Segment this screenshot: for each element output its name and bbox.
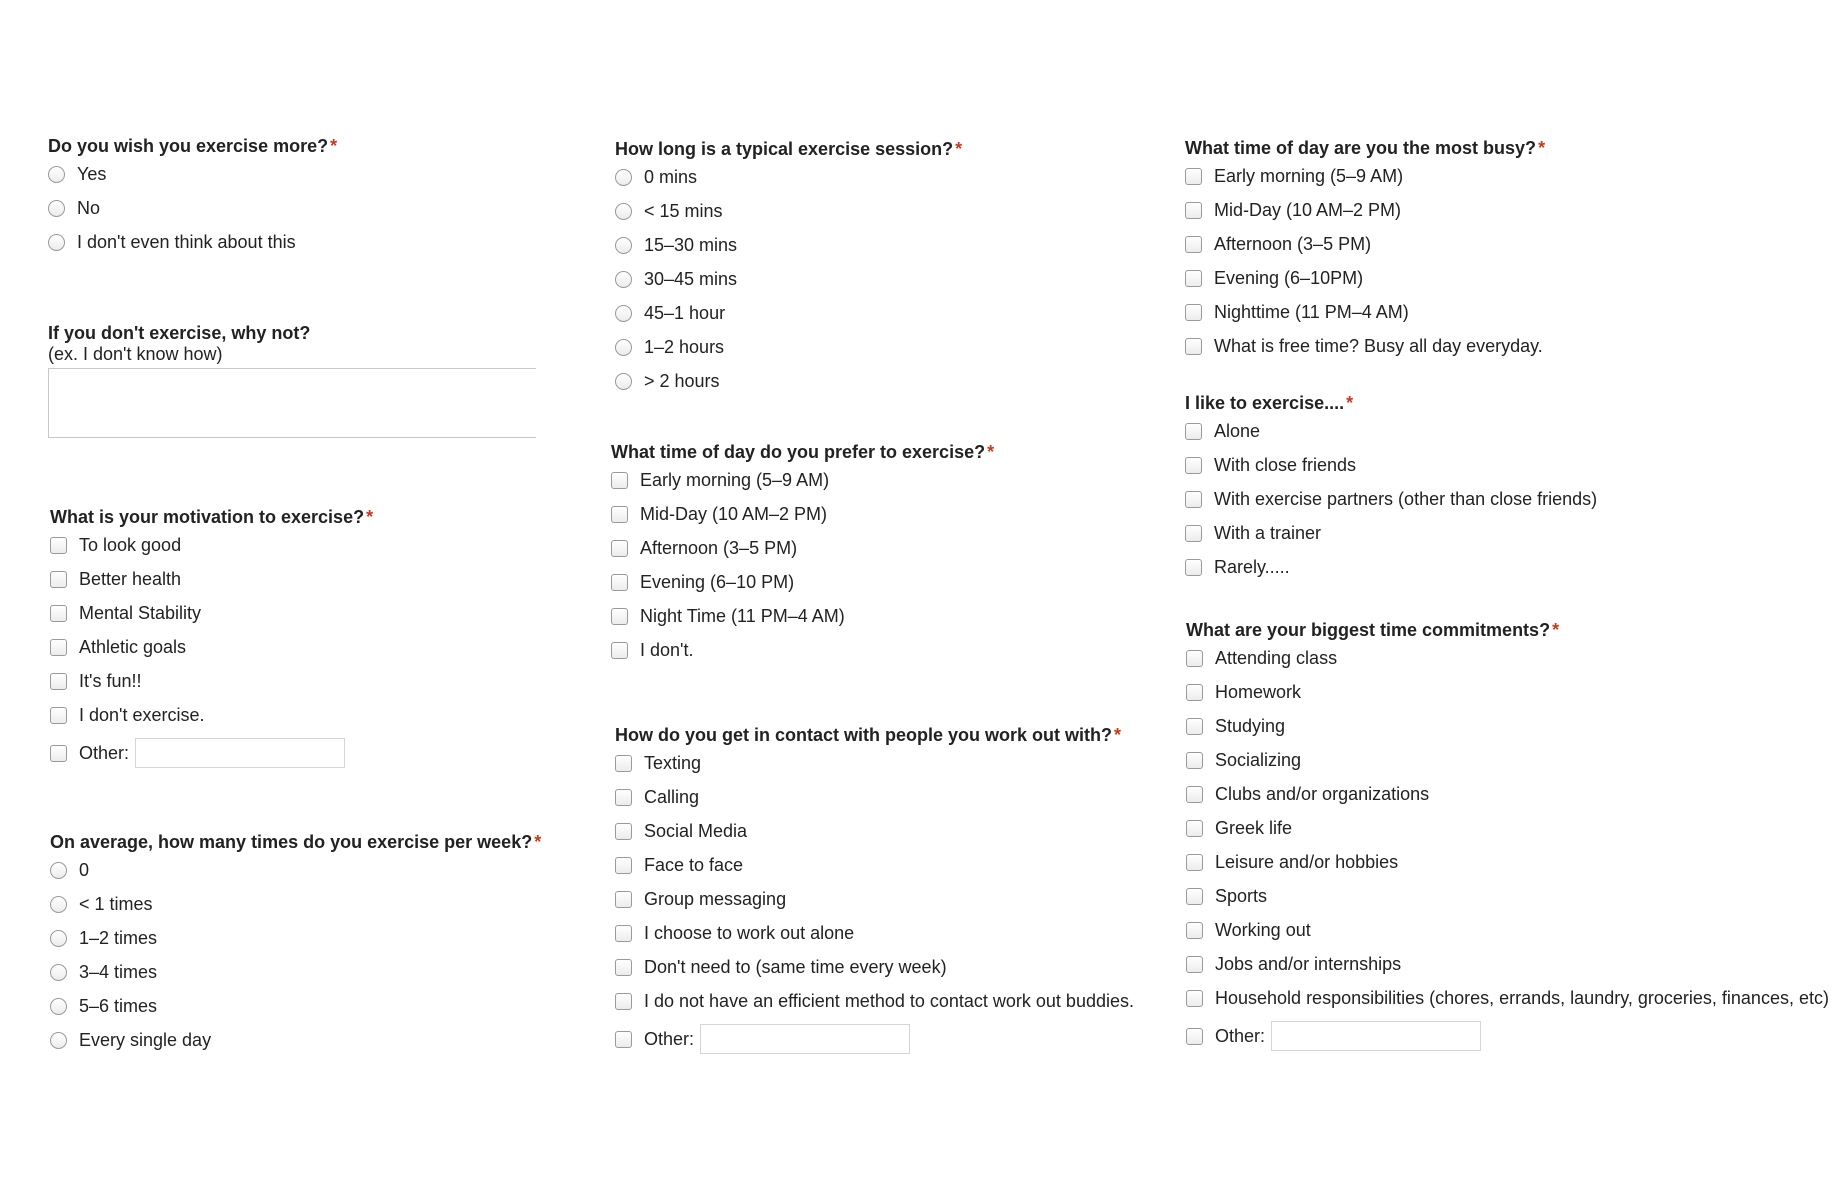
- checkbox[interactable]: [1186, 650, 1203, 667]
- checkbox[interactable]: [1185, 168, 1202, 185]
- checkbox-option[interactable]: [1185, 550, 1597, 584]
- checkbox-option[interactable]: [1185, 482, 1597, 516]
- checkbox[interactable]: [1186, 888, 1203, 905]
- checkbox[interactable]: [1185, 423, 1202, 440]
- option-label: Leisure and/or hobbies: [1215, 851, 1399, 872]
- option-label: I choose to work out alone: [644, 922, 855, 943]
- option-label: Evening (6–10PM): [1214, 267, 1364, 288]
- checkbox[interactable]: [1186, 786, 1203, 803]
- option-label: Studying: [1215, 715, 1286, 736]
- option-label: 5–6 times: [79, 995, 158, 1016]
- option-label: Socializing: [1215, 749, 1302, 770]
- checkbox[interactable]: [1185, 202, 1202, 219]
- checkbox[interactable]: [1185, 525, 1202, 542]
- radio-button[interactable]: [615, 237, 632, 254]
- checkbox[interactable]: [50, 673, 67, 690]
- checkbox[interactable]: [611, 506, 628, 523]
- checkbox-option[interactable]: [1186, 913, 1829, 947]
- radio-option[interactable]: [50, 921, 541, 955]
- option-label: 0 mins: [644, 166, 698, 187]
- required-asterisk: *: [1346, 393, 1354, 413]
- radio-button[interactable]: [50, 1032, 67, 1049]
- option-label: Homework: [1215, 681, 1302, 702]
- option-label: Face to face: [644, 854, 744, 875]
- checkbox-option[interactable]: [1185, 227, 1545, 261]
- option-label: Household responsibilities (chores, errands, laundry, groceries, finances, etc): [1215, 987, 1829, 1008]
- checkbox[interactable]: [615, 823, 632, 840]
- option-label: With exercise partners (other than close friends): [1214, 488, 1598, 509]
- checkbox[interactable]: [1186, 1028, 1203, 1045]
- checkbox-option[interactable]: [1186, 845, 1829, 879]
- why-not-exercise-textarea[interactable]: [48, 368, 536, 438]
- checkbox[interactable]: [1185, 270, 1202, 287]
- option-label: Athletic goals: [79, 636, 187, 657]
- option-label: Night Time (11 PM–4 AM): [640, 605, 845, 626]
- radio-option[interactable]: [615, 296, 962, 330]
- option-label: 1–2 hours: [644, 336, 725, 357]
- option-label: Social Media: [644, 820, 748, 841]
- checkbox-option[interactable]: [615, 984, 1134, 1018]
- option-label: Other:: [1215, 1025, 1266, 1046]
- option-label: Early morning (5–9 AM): [640, 469, 830, 490]
- checkbox[interactable]: [611, 472, 628, 489]
- radio-button[interactable]: [48, 166, 65, 183]
- question-session-length: [615, 138, 962, 398]
- checkbox-option[interactable]: [611, 599, 994, 633]
- option-label: Group messaging: [644, 888, 787, 909]
- checkbox-option[interactable]: [50, 562, 373, 596]
- checkbox[interactable]: [1186, 718, 1203, 735]
- option-label: 1–2 times: [79, 927, 158, 948]
- option-label: I don't.: [640, 639, 694, 660]
- checkbox[interactable]: [1185, 338, 1202, 355]
- question-title: How long is a typical exercise session? *: [615, 139, 963, 159]
- radio-option-yes[interactable]: [48, 157, 337, 191]
- option-label: Every single day: [79, 1029, 212, 1050]
- checkbox[interactable]: [615, 755, 632, 772]
- checkbox[interactable]: [611, 574, 628, 591]
- checkbox[interactable]: [611, 608, 628, 625]
- radio-button[interactable]: [50, 896, 67, 913]
- checkbox-option[interactable]: [50, 596, 373, 630]
- option-label: Sports: [1215, 885, 1268, 906]
- checkbox[interactable]: [1185, 491, 1202, 508]
- question-title: Do you wish you exercise more? *: [48, 136, 338, 156]
- checkbox-option[interactable]: [50, 630, 373, 664]
- question-preferred-time: [611, 441, 994, 667]
- checkbox-option[interactable]: [611, 497, 994, 531]
- checkbox-option[interactable]: [1186, 947, 1829, 981]
- radio-option[interactable]: [615, 364, 962, 398]
- checkbox-option[interactable]: [1185, 159, 1545, 193]
- checkbox[interactable]: [1186, 752, 1203, 769]
- checkbox-option[interactable]: [1186, 709, 1829, 743]
- option-label: Clubs and/or organizations: [1215, 783, 1430, 804]
- required-asterisk: *: [987, 442, 995, 462]
- other-text-input[interactable]: [1271, 1021, 1481, 1051]
- required-asterisk: *: [1538, 138, 1546, 158]
- question-why-not-exercise: [48, 322, 310, 364]
- checkbox-option[interactable]: [615, 916, 1134, 950]
- checkbox-option-other[interactable]: [50, 732, 373, 774]
- checkbox-option[interactable]: [1186, 641, 1829, 675]
- option-label: Jobs and/or internships: [1215, 953, 1402, 974]
- option-label: No: [77, 197, 101, 218]
- checkbox[interactable]: [1186, 684, 1203, 701]
- option-label: 15–30 mins: [644, 234, 738, 255]
- radio-button[interactable]: [615, 271, 632, 288]
- radio-button[interactable]: [615, 373, 632, 390]
- checkbox-option[interactable]: [50, 698, 373, 732]
- radio-option[interactable]: [615, 160, 962, 194]
- checkbox[interactable]: [50, 745, 67, 762]
- option-label: 0: [79, 859, 90, 880]
- option-label: Other:: [644, 1028, 695, 1049]
- option-label: Rarely.....: [1214, 556, 1290, 577]
- checkbox[interactable]: [615, 789, 632, 806]
- checkbox[interactable]: [1186, 956, 1203, 973]
- radio-button[interactable]: [50, 998, 67, 1015]
- checkbox[interactable]: [50, 707, 67, 724]
- question-title: What are your biggest time commitments? *: [1186, 620, 1560, 640]
- question-title: What time of day are you the most busy? *: [1185, 138, 1546, 158]
- checkbox-option[interactable]: [1186, 981, 1829, 1015]
- checkbox[interactable]: [615, 857, 632, 874]
- checkbox-option[interactable]: [1186, 811, 1829, 845]
- checkbox-option[interactable]: [611, 633, 994, 667]
- option-label: Texting: [644, 752, 702, 773]
- checkbox-option-other[interactable]: [1186, 1015, 1829, 1057]
- radio-button[interactable]: [615, 203, 632, 220]
- checkbox-option[interactable]: [50, 664, 373, 698]
- checkbox-option[interactable]: [50, 528, 373, 562]
- checkbox-option[interactable]: [615, 814, 1134, 848]
- checkbox-option-other[interactable]: [615, 1018, 1134, 1060]
- checkbox[interactable]: [611, 540, 628, 557]
- option-label: With close friends: [1214, 454, 1357, 475]
- question-title: On average, how many times do you exercise per week? *: [50, 832, 542, 852]
- checkbox-option[interactable]: [615, 848, 1134, 882]
- option-label: Better health: [79, 568, 182, 589]
- option-label: I don't even think about this: [77, 231, 296, 252]
- option-label: Attending class: [1215, 647, 1338, 668]
- question-title: How do you get in contact with people you work out with? *: [615, 725, 1122, 745]
- question-time-commitments: [1186, 619, 1829, 1057]
- radio-option[interactable]: [615, 330, 962, 364]
- checkbox[interactable]: [1185, 457, 1202, 474]
- checkbox-option[interactable]: [615, 780, 1134, 814]
- question-title: If you don't exercise, why not?: [48, 323, 311, 343]
- option-label: Working out: [1215, 919, 1311, 940]
- checkbox-option[interactable]: [1186, 743, 1829, 777]
- required-asterisk: *: [1114, 725, 1122, 745]
- question-title: What time of day do you prefer to exercise? *: [611, 442, 995, 462]
- required-asterisk: *: [330, 136, 338, 156]
- radio-option[interactable]: [50, 1023, 541, 1057]
- radio-option[interactable]: [50, 887, 541, 921]
- checkbox[interactable]: [50, 639, 67, 656]
- checkbox-option[interactable]: [1185, 516, 1597, 550]
- checkbox-option[interactable]: [1185, 193, 1545, 227]
- option-label: Mid-Day (10 AM–2 PM): [640, 503, 828, 524]
- checkbox-option[interactable]: [615, 950, 1134, 984]
- checkbox-option[interactable]: [1185, 295, 1545, 329]
- radio-button[interactable]: [615, 169, 632, 186]
- checkbox-option[interactable]: [1186, 777, 1829, 811]
- required-asterisk: *: [1552, 620, 1560, 640]
- checkbox-option[interactable]: [1185, 448, 1597, 482]
- option-label: 3–4 times: [79, 961, 158, 982]
- option-label: Alone: [1214, 420, 1261, 441]
- checkbox[interactable]: [1186, 922, 1203, 939]
- radio-option-no[interactable]: [48, 191, 337, 225]
- option-label: Other:: [79, 742, 130, 763]
- radio-button[interactable]: [50, 964, 67, 981]
- other-text-input[interactable]: [700, 1024, 910, 1054]
- option-label: It's fun!!: [79, 670, 142, 691]
- option-label: Evening (6–10 PM): [640, 571, 795, 592]
- question-wish-exercise-more: [48, 135, 337, 259]
- checkbox-option[interactable]: [1185, 329, 1545, 363]
- checkbox[interactable]: [50, 605, 67, 622]
- radio-option[interactable]: [615, 262, 962, 296]
- radio-option[interactable]: [50, 955, 541, 989]
- radio-option-dont-think[interactable]: [48, 225, 337, 259]
- option-label: < 15 mins: [644, 200, 723, 221]
- option-label: < 1 times: [79, 893, 153, 914]
- checkbox[interactable]: [1185, 559, 1202, 576]
- radio-button[interactable]: [50, 930, 67, 947]
- option-label: I do not have an efficient method to contact work out buddies.: [644, 990, 1134, 1011]
- radio-button[interactable]: [615, 339, 632, 356]
- option-label: Afternoon (3–5 PM): [1214, 233, 1372, 254]
- option-label: What is free time? Busy all day everyday.: [1214, 335, 1543, 356]
- checkbox[interactable]: [615, 925, 632, 942]
- checkbox[interactable]: [50, 571, 67, 588]
- option-label: Don't need to (same time every week): [644, 956, 947, 977]
- other-text-input[interactable]: [135, 738, 345, 768]
- required-asterisk: *: [366, 507, 374, 527]
- checkbox[interactable]: [615, 993, 632, 1010]
- checkbox-option[interactable]: [611, 531, 994, 565]
- checkbox[interactable]: [615, 1031, 632, 1048]
- checkbox-option[interactable]: [611, 565, 994, 599]
- option-label: Calling: [644, 786, 700, 807]
- checkbox[interactable]: [1186, 820, 1203, 837]
- option-label: 30–45 mins: [644, 268, 738, 289]
- option-label: Early morning (5–9 AM): [1214, 165, 1404, 186]
- question-times-per-week: [50, 831, 541, 1057]
- option-label: With a trainer: [1214, 522, 1322, 543]
- option-label: Mid-Day (10 AM–2 PM): [1214, 199, 1402, 220]
- checkbox[interactable]: [1185, 304, 1202, 321]
- checkbox[interactable]: [1186, 854, 1203, 871]
- question-most-busy-time: [1185, 137, 1545, 363]
- option-label: > 2 hours: [644, 370, 720, 391]
- checkbox-option[interactable]: [615, 882, 1134, 916]
- radio-option[interactable]: [615, 194, 962, 228]
- checkbox[interactable]: [50, 537, 67, 554]
- radio-button[interactable]: [615, 305, 632, 322]
- question-title: What is your motivation to exercise? *: [50, 507, 374, 527]
- question-help-text: (ex. I don't know how): [48, 344, 223, 364]
- question-like-to-exercise: [1185, 392, 1597, 584]
- checkbox-option[interactable]: [611, 463, 994, 497]
- radio-option[interactable]: [615, 228, 962, 262]
- option-label: To look good: [79, 534, 182, 555]
- option-label: Yes: [77, 163, 107, 184]
- checkbox[interactable]: [615, 891, 632, 908]
- option-label: 45–1 hour: [644, 302, 726, 323]
- radio-button[interactable]: [48, 234, 65, 251]
- option-label: Mental Stability: [79, 602, 202, 623]
- option-label: Nighttime (11 PM–4 AM): [1214, 301, 1409, 322]
- radio-button[interactable]: [50, 862, 67, 879]
- question-motivation: [50, 506, 373, 774]
- checkbox-option[interactable]: [1186, 879, 1829, 913]
- question-contact-method: [615, 724, 1134, 1060]
- required-asterisk: *: [534, 832, 542, 852]
- checkbox[interactable]: [1185, 236, 1202, 253]
- required-asterisk: *: [955, 139, 963, 159]
- checkbox[interactable]: [615, 959, 632, 976]
- radio-option[interactable]: [50, 853, 541, 887]
- option-label: I don't exercise.: [79, 704, 205, 725]
- checkbox-option[interactable]: [1185, 414, 1597, 448]
- radio-option[interactable]: [50, 989, 541, 1023]
- checkbox-option[interactable]: [615, 746, 1134, 780]
- question-title: I like to exercise.... *: [1185, 393, 1354, 413]
- option-label: Afternoon (3–5 PM): [640, 537, 798, 558]
- checkbox-option[interactable]: [1186, 675, 1829, 709]
- checkbox-option[interactable]: [1185, 261, 1545, 295]
- radio-button[interactable]: [48, 200, 65, 217]
- checkbox[interactable]: [611, 642, 628, 659]
- checkbox[interactable]: [1186, 990, 1203, 1007]
- option-label: Greek life: [1215, 817, 1293, 838]
